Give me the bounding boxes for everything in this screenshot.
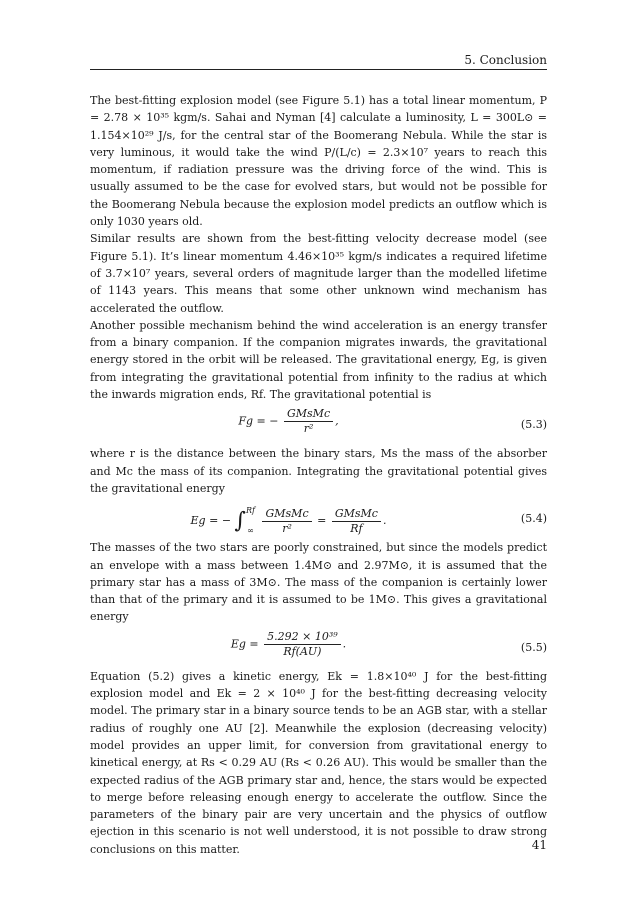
eq-5-4-denominator-1: r²: [282, 521, 292, 535]
eq-5-3-number: (5.3): [520, 418, 547, 432]
eq-5-4-numerator-2: GMsMc: [332, 507, 381, 522]
eq-5-5-fraction: [264, 630, 341, 659]
eq-5-3-denominator: r²: [303, 422, 314, 436]
integral-lower-limit: ∞: [247, 526, 254, 536]
eq-5-5-number: (5.5): [520, 640, 547, 654]
eq-5-3-fraction: [284, 407, 333, 436]
paragraph-stellar-masses: The masses of the two stars are poorly constrained, but since the models predict an envelope with a mass between 1.4M⊙ and 2.97M⊙, it is assumed that the primary star has a mass of 3M⊙. The mass of the companion is certainly lower than that of the primary and it is assumed to be 1M⊙. This gives a gravitational energy: [90, 541, 547, 624]
running-head: 5. Conclusion: [464, 53, 547, 67]
integral-sign: ∫: [234, 508, 246, 534]
equation-5-4: [90, 501, 547, 535]
eq-5-5-denominator: Rf(AU): [283, 644, 322, 658]
eq-5-3-lhs: Fg = −: [238, 414, 279, 428]
paragraph-binary-mechanism: Another possible mechanism behind the wind acceleration is an energy transfer from a binary companion. If the companion migrates inwards, the gravitational energy stored in the orbit will be released. The gravitational energy, Eg, is given from integrating the gravitational potential from infinity to the radius at which the inwards migration ends, Rf. The gravitational potential is: [90, 318, 547, 402]
header-rule: [90, 69, 547, 70]
equation-5-3: [90, 407, 547, 441]
eq-5-5-lhs: Eg =: [230, 637, 259, 651]
page-number: 41: [531, 838, 547, 852]
eq-5-4-denominator-2: Rf: [350, 521, 363, 535]
paragraph-momentum: The best-fitting explosion model (see Figure 5.1) has a total linear momentum, P = 2.78 × 10³⁵ kgm/s. Sahai and Nyman [4] calculate a luminosity, L = 300L⊙ = 1.154×10²⁹ J/s, for the central star of the Boomerang Nebula. While the star is very luminous, it would take the wind P/(L/c) = 2.3×10⁷ years to reach this momentum, if radiation pressure was the driving force of the wind. This is usually assumed to be the case for evolved stars, but would not be possible for the Boomerang Nebula because the explosion model predicts an outflow which is only 1030 years old.: [90, 94, 547, 229]
eq-5-4-number: (5.4): [520, 512, 547, 526]
integral-upper-limit: Rf: [246, 506, 255, 516]
paragraph-potential-definition: where r is the distance between the binary stars, Ms the mass of the absorber and Mc the mass of its companion. Integrating the gravitational potential gives the gravitational energy: [90, 447, 547, 495]
eq-5-4-equals: =: [317, 514, 327, 528]
eq-5-3-tail: ,: [335, 414, 339, 428]
eq-5-5-tail: .: [342, 637, 347, 651]
eq-5-4-tail: .: [382, 514, 387, 528]
eq-5-5-numerator: 5.292 × 10³⁹: [264, 630, 341, 645]
body-text: [90, 92, 547, 858]
eq-5-3-numerator: GMsMc: [284, 407, 333, 422]
paragraph-kinetic-energy: Equation (5.2) gives a kinetic energy, Ek = 1.8×10⁴⁰ J for the best-fitting explosion model and Ek = 2 × 10⁴⁰ J for the best-fitting decreasing velocity model. The primary star in a binary source tends to be an AGB star, with a stellar radius of roughly one AU [2]. Meanwhile the explosion (decreasing velocity) model provides an upper limit, for conversion from gravitational energy to kinetical energy, at Rs < 0.29 AU (Rs < 0.26 AU). This would be smaller than the expected radius of the AGB primary star and, hence, the stars would be expected to merge before releasing enough energy to accelerate the outflow. Since the parameters of the binary pair are very uncertain and the physics of outflow ejection in this scenario is not well understood, it is not possible to draw strong conclusions on this matter.: [90, 669, 547, 856]
eq-5-4-lhs: Eg = −: [190, 514, 232, 528]
equation-5-5: [90, 630, 547, 664]
eq-5-4-fraction-1: [262, 507, 311, 536]
paragraph-velocity-decrease: Similar results are shown from the best-fitting velocity decrease model (see Figure 5.1). It’s linear momentum 4.46×10³⁵ kgm/s indicates a required lifetime of 3.7×10⁷ years, several orders of magnitude larger than the modelled lifetime of 1143 years. This means that some other unknown wind mechanism has accelerated the outflow.: [90, 232, 547, 315]
integral-limits: [246, 501, 255, 541]
eq-5-4-fraction-2: [332, 507, 381, 536]
eq-5-4-numerator-1: GMsMc: [262, 507, 311, 522]
